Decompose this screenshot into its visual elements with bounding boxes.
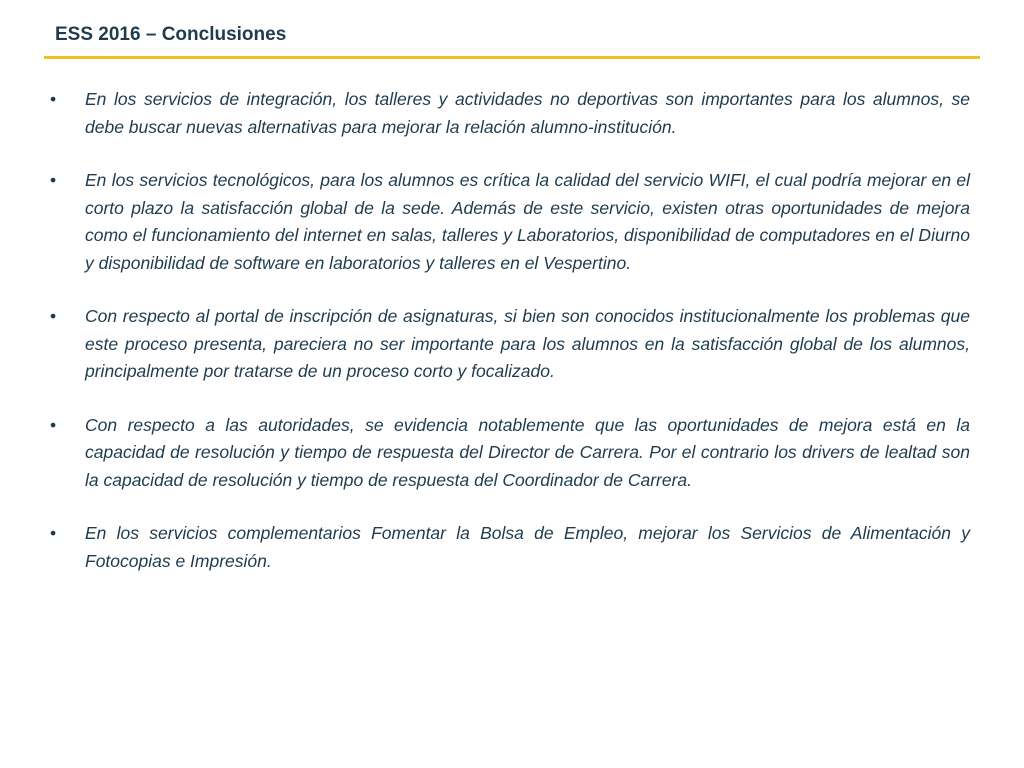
bullet-text: Con respecto al portal de inscripción de asignaturas, si bien son conocidos institucionalmente los problemas que este proceso presenta, pareciera no ser importante para los alumnos en la satisfacción global de los alumnos, principalmente por tratarse de un proceso corto y focalizado. bbox=[85, 306, 970, 381]
bullet-list bbox=[50, 86, 970, 601]
bullet-text: Con respecto a las autoridades, se evidencia notablemente que las oportunidades de mejora está en la capacidad de resolución y tiempo de respuesta del Director de Carrera. Por el contrario los drivers de lealtad son la capacidad de resolución y tiempo de respuesta del Coordinador de Carrera. bbox=[85, 414, 970, 490]
bullet-icon: • bbox=[50, 523, 57, 543]
bullet-icon: • bbox=[50, 89, 57, 109]
bullet-item bbox=[50, 520, 970, 575]
bullet-item bbox=[50, 412, 970, 495]
bullet-icon: • bbox=[50, 306, 57, 326]
bullet-text: En los servicios tecnológicos, para los alumnos es crítica la calidad del servicio WIFI, el cual podría mejorar en el corto plazo la satisfacción global de la sede. Además de este servicio, existen otras oportunidades de mejora como el funcionamiento del internet en salas, talleres y Laboratorios, disponibilidad de computadores en el Diurno y disponibilidad de software en laboratorios y talleres en el Vespertino. bbox=[85, 170, 970, 273]
title-divider bbox=[44, 56, 980, 59]
bullet-item bbox=[50, 303, 970, 386]
bullet-item bbox=[50, 86, 970, 141]
bullet-text: En los servicios de integración, los talleres y actividades no deportivas son importantes para los alumnos, se debe buscar nuevas alternativas para mejorar la relación alumno-institución. bbox=[85, 89, 970, 137]
bullet-text: En los servicios complementarios Fomentar la Bolsa de Empleo, mejorar los Servicios de Alimentación y Fotocopias e Impresión. bbox=[85, 523, 970, 571]
bullet-icon: • bbox=[50, 170, 57, 190]
slide-title: ESS 2016 – Conclusiones bbox=[55, 24, 287, 45]
bullet-item bbox=[50, 167, 970, 277]
bullet-icon: • bbox=[50, 414, 57, 435]
